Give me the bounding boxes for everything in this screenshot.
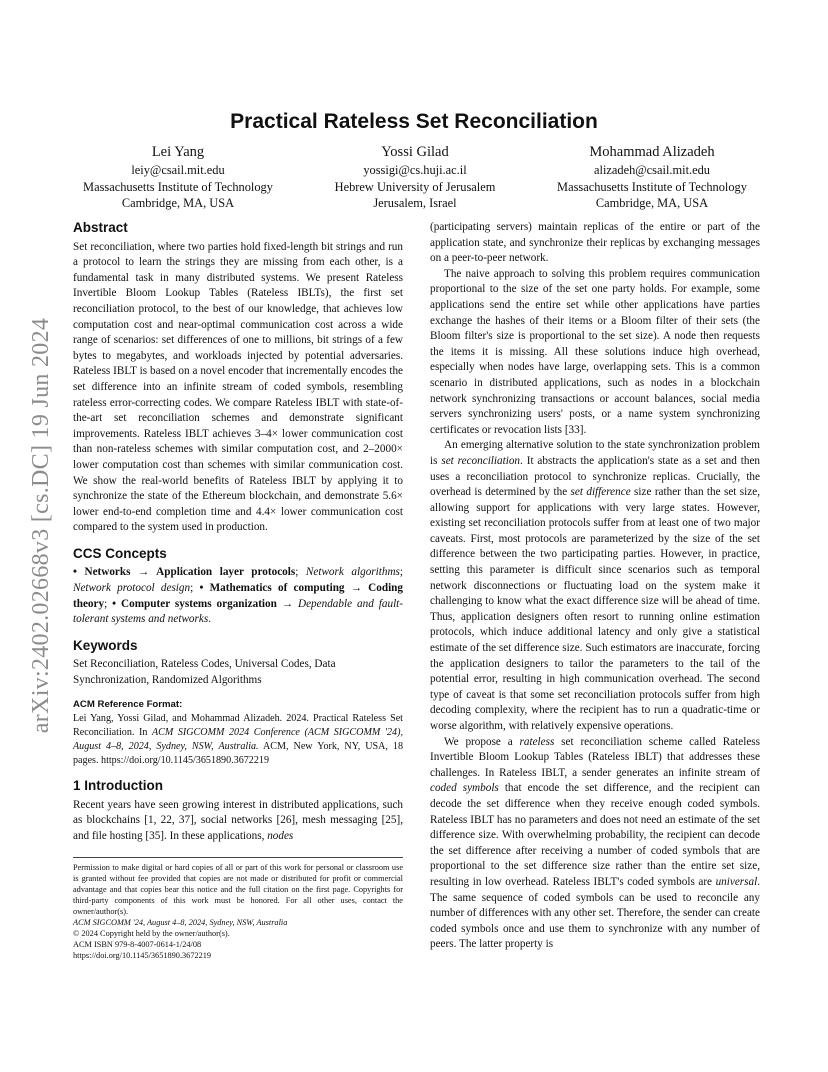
text-run: ; [399,566,403,579]
text-run: Lei Yang, Yossi Gilad, and Mohammad Alizadeh. 2024. Practical Rateless Set Reconciliation. In [73,713,403,739]
author-affiliation: Massachusetts Institute of Technology [83,179,273,194]
introduction-heading: 1 Introduction [73,778,163,794]
author-name: Yossi Gilad [381,144,449,160]
keywords-text: Set Reconciliation, Rateless Codes, Universal Codes, Data Synchronization, Randomized Algorithms [73,658,336,687]
text-run: Dependable and fault-tolerant systems and networks [73,597,404,626]
right-column [430,220,760,953]
intro-paragraph-1-start [73,798,403,845]
text-run: • Computer systems organization [112,597,277,610]
text-run: . The same sequence of coded symbols can be used to reconcile any number of differences with any other set. Therefore, the sender can create coded symbols once and use them to synchronize with any number of peers. The latter property is [430,875,760,951]
text-run: rateless [519,735,555,748]
author-location: Jerusalem, Israel [373,196,457,210]
copyright-footnote [73,857,403,961]
text-run: ; [295,566,306,579]
text-run: Recent years have seen growing interest in distributed applications, such as blockchains [1, 22, 37], social networks [26], mesh messaging [25], and file hosting [35]. In these applications, [73,798,403,842]
author-location: Cambridge, MA, USA [121,196,235,210]
author-email: yossigi@cs.huji.ac.il [363,163,467,177]
text-run: Network protocol design [73,582,191,595]
author-name: Lei Yang [151,144,205,160]
text-run: We propose a [444,735,520,748]
keywords-section [73,638,403,689]
abstract-text: Set reconciliation, where two parties hold fixed-length bit strings and run a protocol to learn the strings they are missing from each other, is a fundamental task in many distributed systems. We present Rateless Invertible Bloom Lookup Tables (Rateless IBLTs), the first set reconciliation protocol, to the best of our knowledge, that achieves low computation cost and near-optimal communication cost across a wide range of scenarios: set differences of one to millions, bit strings of a few bytes to megabytes, and workloads injected by potential adversaries. Rateless IBLT is based on a novel encoder that incrementally encodes the set difference into an infinite stream of coded symbols, resembling rateless error-correcting codes. We compare Rateless IBLT with state-of-the-art set reconciliation schemes and demonstrate significant improvements. Rateless IBLT achieves 3–4× lower communication cost than non-rateless schemes with similar computation cost, and 2–2000× lower computation cost than schemes with similar communication cost. We show the real-world benefits of Rateless IBLT by applying it to synchronize the state of the Ethereum blockchain, and demonstrate 5.6× lower end-to-end completion time and 4.4× lower communication cost compared to the system used in production. [73,240,403,534]
author-email: leiy@csail.mit.edu [131,163,225,177]
isbn-line: ACM ISBN 979-8-4007-0614-1/24/08 [73,940,202,949]
text-run: (participating servers) maintain replicas of the entire or part of the application state, and synchronize their replicas by exchanging messages on a peer-to-peer network. [430,221,760,265]
ccs-heading: CCS Concepts [73,545,167,561]
text-run: The naive approach to solving this problem requires communication proportional to the size of the set one party holds. For example, some applications send the entire set while other applications have parties exchange the hashes of their items or a Bloom filter of their sets (the Bloom filter's size is proportional to the set size). A node then requests the items it is missing. All these solutions induce high overhead, especially when nodes have large, overlapping sets. This is a common scenario in distributed applications, such as nodes in a blockchain network synchronizing transactions or account balances, social media servers synchronizing users' posts, or a name system synchronizing certificates or revocation lists [33]. [430,267,760,436]
text-run: An emerging alternative solution to the state synchronization problem is [430,439,760,467]
author-1 [60,143,296,212]
reference-format-text [73,712,403,768]
text-run: → [276,597,298,610]
text-run: size rather than the set size, allowing support for applications with very large states. However, existing set reconciliation protocols suffer from at least one of two major caveats. First, most protocols are parameterized by the size of the set difference between the two participating parties. However, in practice, setting this parameter is difficult since scenarios such as temporal network disconnections or fluctuating load on the system make it challenging to know what the exact difference size will be ahead of time. Thus, application designers often resort to running online estimation protocols, which induce additional latency and only give a statistical estimate of the set difference size. Such estimators are inaccurate, forcing the application designers to tailor the parameters to the tail of the potential error, resulting in high communication overhead. The second type of caveat is that some set reconciliation protocols suffer from high decoding complexity, where the recipient has to run a quadratic-time or worse algorithm, with relatively expensive operations. [430,486,760,732]
arxiv-id: arXiv:2402.02668v3 [cs.DC] 19 Jun 2024 [28,317,55,733]
text-run: ; [104,597,113,610]
intro-paragraph-4 [430,735,760,953]
intro-paragraph-1-cont [430,220,760,267]
copyright-line: © 2024 Copyright held by the owner/author(s). [73,929,230,938]
permission-notice: Permission to make digital or hard copies of all or part of this work for personal or classroom use is granted without fee provided that copies are not made or distributed for profit or commercial advantage and that copies bear this notice and the full citation on the first page. Copyrights for third-party components of this work must be honored. For all other uses, contact the owner/author(s). [73,863,403,916]
text-run: ; [190,582,200,595]
text-run: coded symbols [430,782,499,795]
author-3 [534,143,770,212]
text-run: set reconciliation scheme called Rateless Invertible Bloom Lookup Tables (Rateless IBLT) that addresses these challenges. In Rateless IBLT, a sender generates an infinite stream of [430,735,761,779]
ccs-text [73,565,403,627]
left-column [73,220,403,845]
text-run: nodes [267,830,294,842]
text-run: ACM SIGCOMM 2024 Conference (ACM SIGCOMM '24), August 4–8, 2024, Sydney, NSW, Australia. [73,727,403,753]
paper-title: Practical Rateless Set Reconciliation [230,110,598,133]
venue-line: ACM SIGCOMM '24, August 4–8, 2024, Sydney, NSW, Australia [73,918,288,927]
text-run: • Mathematics of computing → Coding theory [73,582,403,610]
text-run: . It abstracts the application's state as a set and then uses a reconciliation protocol to synchronize replicas. Crucially, the overhead is determined by the [430,454,761,499]
author-location: Cambridge, MA, USA [595,196,709,210]
author-affiliation: Hebrew University of Jerusalem [334,179,496,194]
abstract-heading: Abstract [73,220,128,235]
keywords-heading: Keywords [73,637,138,653]
text-run: Network algorithms [305,566,400,579]
author-name: Mohammad Alizadeh [589,144,715,160]
ccs-section [73,546,403,628]
text-run: set difference [570,486,631,499]
reference-format-label: ACM Reference Format: [73,698,183,710]
introduction-section [73,778,403,844]
intro-paragraph-3 [430,438,760,734]
text-run: ACM, New York, NY, USA, 18 pages. https://doi.org/10.1145/3651890.3672219 [73,741,404,767]
text-run: . [208,613,211,626]
author-block [60,143,770,212]
doi-link[interactable]: https://doi.org/10.1145/3651890.3672219 [73,951,212,960]
arxiv-stamp [22,290,62,760]
text-run: • Networks → Application layer protocols [73,566,296,579]
text-run: universal [715,875,758,888]
text-run: set reconciliation [441,454,521,467]
text-run: that encode the set difference, and the recipient can decode the set difference when they receive enough coded symbols. Rateless IBLT has no parameters and does not need an estimate of the set difference size. With overwhelming probability, the recipient can decode the set difference after receiving a number of coded symbols that are proportional to the set difference size rather than the entire set size, resulting in low overhead. Rateless IBLT's coded symbols are [430,782,760,888]
author-2 [297,143,533,212]
intro-paragraph-2 [430,267,760,439]
author-email: alizadeh@csail.mit.edu [594,163,710,177]
author-affiliation: Massachusetts Institute of Technology [557,179,747,194]
